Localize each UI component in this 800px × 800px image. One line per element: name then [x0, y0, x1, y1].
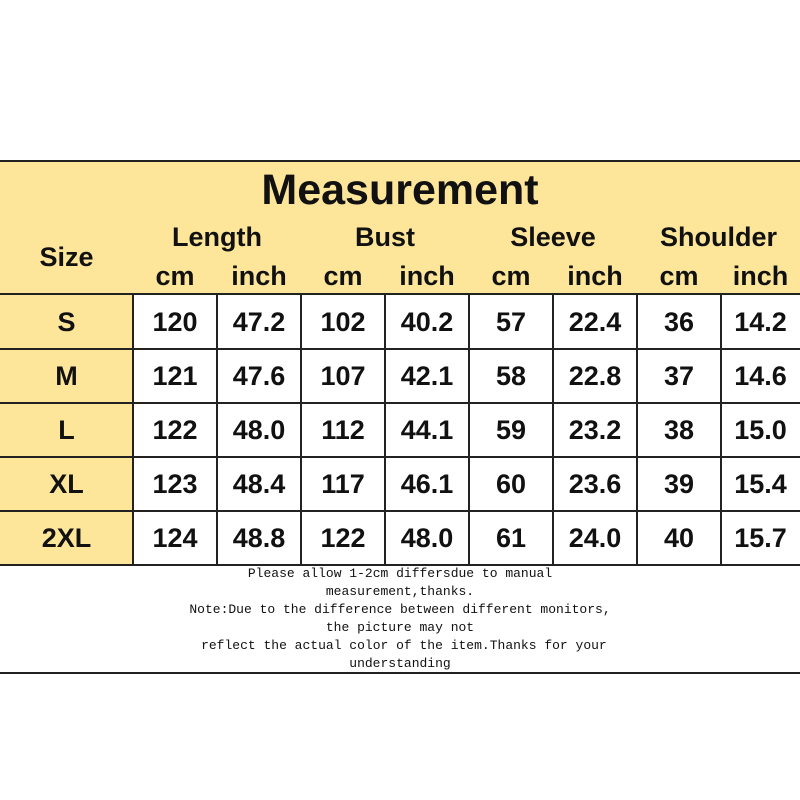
measurement-cell: 48.0: [400, 523, 454, 553]
measurement-cell: 48.0: [232, 415, 286, 445]
measurement-cell: 58: [495, 361, 527, 391]
table-row: [0, 403, 800, 457]
measurement-cell: 47.6: [232, 361, 286, 391]
measurement-cell: 61: [495, 523, 527, 553]
table-row: [0, 511, 800, 565]
measurement-cell: 24.0: [568, 523, 622, 553]
unit-header: inch: [732, 261, 789, 291]
measurement-cell: 120: [152, 307, 198, 337]
measurement-cell: 36: [663, 307, 695, 337]
measurement-cell: 37: [663, 361, 695, 391]
row-divider: [0, 456, 800, 458]
group-header-length: Length: [172, 222, 262, 252]
measurement-cell: 22.8: [568, 361, 622, 391]
size-label: XL: [49, 469, 84, 499]
measurement-cell: 47.2: [232, 307, 286, 337]
note-line: Please allow 1-2cm differsdue to manual: [247, 566, 553, 581]
measurement-cell: 40.2: [400, 307, 454, 337]
group-header-sleeve: Sleeve: [510, 222, 596, 252]
measurement-cell: 15.7: [734, 523, 787, 553]
measurement-cell: 107: [320, 361, 366, 391]
note-line: the picture may not: [325, 620, 475, 635]
unit-header: cm: [491, 261, 531, 291]
measurement-cell: 39: [663, 469, 695, 499]
table-row: [0, 457, 800, 511]
measurement-cell: 59: [495, 415, 527, 445]
measurement-cell: 23.6: [568, 469, 622, 499]
measurement-cell: 44.1: [400, 415, 454, 445]
column-divider: [300, 295, 302, 565]
disclaimer-note: [0, 565, 800, 673]
row-divider: [0, 348, 800, 350]
measurement-cell: 14.2: [734, 307, 787, 337]
chart-title: Measurement: [261, 166, 539, 214]
measurement-cell: 15.4: [734, 469, 787, 499]
row-divider: [0, 402, 800, 404]
table-row: [0, 349, 800, 403]
unit-header: inch: [567, 261, 623, 291]
size-label: L: [58, 415, 75, 445]
measurement-cell: 102: [320, 307, 366, 337]
unit-header: cm: [155, 261, 195, 291]
group-header-bust: Bust: [355, 222, 415, 252]
measurement-cell: 112: [321, 415, 365, 445]
measurement-cell: 15.0: [734, 415, 787, 445]
measurement-cell: 122: [320, 523, 366, 553]
measurement-cell: 57: [495, 307, 527, 337]
measurement-cell: 48.4: [232, 469, 286, 499]
measurement-cell: 121: [152, 361, 198, 391]
column-divider: [468, 295, 470, 565]
column-divider: [132, 295, 134, 565]
measurement-cell: 122: [152, 415, 198, 445]
note-line: Note:Due to the difference between different monitors,: [189, 602, 611, 617]
measurement-cell: 117: [321, 469, 365, 499]
unit-header: cm: [659, 261, 699, 291]
size-label: M: [55, 361, 78, 391]
measurement-cell: 60: [495, 469, 527, 499]
measurement-cell: 38: [663, 415, 695, 445]
size-label: S: [57, 307, 76, 337]
note-line: understanding: [349, 656, 451, 671]
group-header-shoulder: Shoulder: [659, 222, 777, 252]
note-line: measurement,thanks.: [325, 584, 475, 599]
measurement-cell: 40: [663, 523, 695, 553]
measurement-cell: 123: [152, 469, 198, 499]
measurement-cell: 46.1: [400, 469, 454, 499]
measurement-cell: 22.4: [568, 307, 622, 337]
measurement-cell: 23.2: [568, 415, 622, 445]
size-column-header: Size: [39, 242, 94, 272]
column-divider: [552, 295, 554, 565]
measurement-cell: 42.1: [400, 361, 454, 391]
column-divider: [636, 295, 638, 565]
note-line: reflect the actual color of the item.Thanks for your: [193, 638, 607, 653]
column-divider: [384, 295, 386, 565]
table-row: [0, 295, 800, 349]
unit-header: inch: [399, 261, 455, 291]
unit-header: cm: [323, 261, 363, 291]
column-divider: [720, 295, 722, 565]
row-divider: [0, 510, 800, 512]
measurement-cell: 124: [152, 523, 198, 553]
measurement-cell: 48.8: [232, 523, 286, 553]
size-label: 2XL: [41, 523, 92, 553]
column-divider: [216, 295, 218, 565]
measurement-cell: 14.6: [734, 361, 787, 391]
unit-header: inch: [231, 261, 287, 291]
size-chart: [0, 160, 800, 674]
